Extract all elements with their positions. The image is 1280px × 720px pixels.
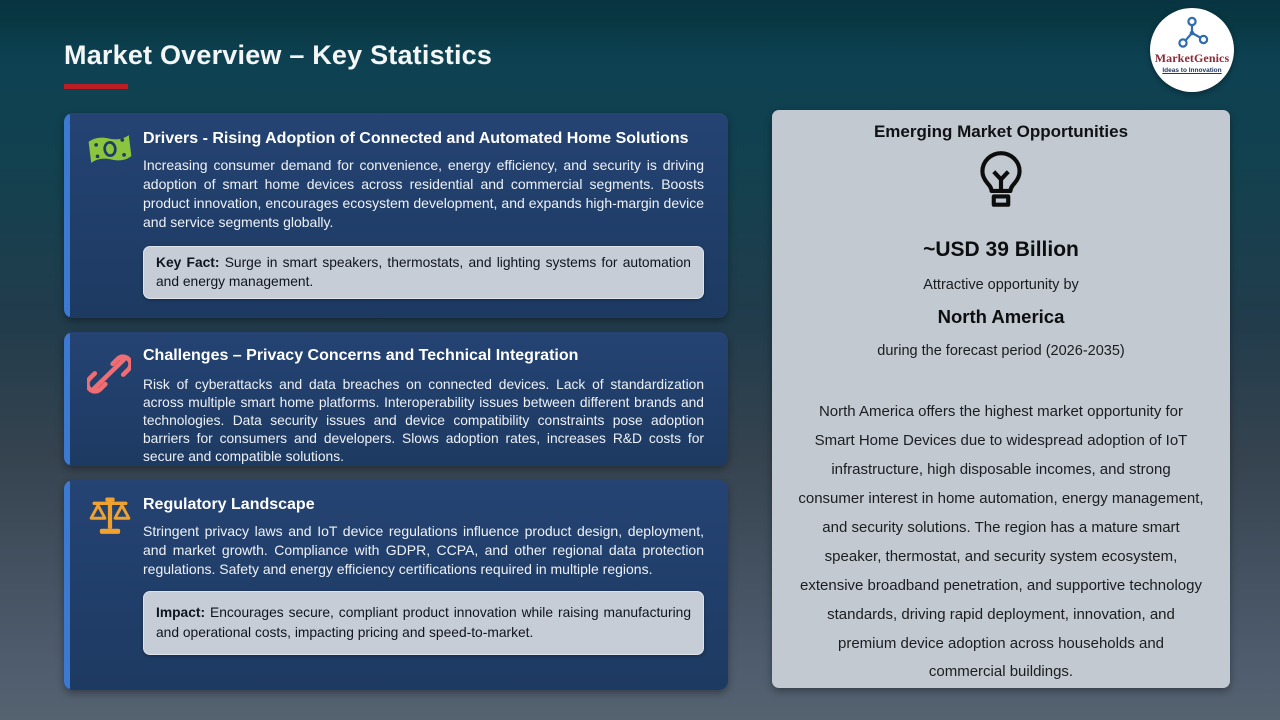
broken-link-icon — [87, 352, 131, 401]
card-regulatory-title: Regulatory Landscape — [143, 496, 315, 513]
balance-scale-icon — [87, 493, 133, 542]
opportunity-value: ~USD 39 Billion — [923, 238, 1079, 261]
panel-title: Emerging Market Opportunities — [873, 122, 1129, 141]
title-underline — [64, 84, 128, 89]
card-drivers — [64, 113, 728, 318]
card-regulatory — [64, 480, 728, 690]
impact-callout — [143, 591, 704, 655]
opportunity-caption: Attractive opportunity by — [923, 277, 1079, 293]
opportunity-description: North America offers the highest market opportunity for Smart Home Devices due to widespread adoption of IoT infrastructure, high disposable incomes, and strong consumer interest in home automation, energy management, and security solutions. The region has a mature smart speaker, thermostat, and security system ecosystem, extensive broadband penetration, and supportive technology standards, driving rapid deployment, innovation, and premium device adoption across households and commercial buildings. — [798, 403, 1204, 681]
key-fact-text: Surge in smart speakers, thermostats, and lighting systems for automation and energy management. — [156, 254, 691, 290]
opportunity-period: during the forecast period (2026-2035) — [877, 343, 1125, 359]
logo-tagline-text: Ideas to Innovation — [1162, 67, 1222, 74]
logo-brand-text: MarketGenics — [1154, 51, 1230, 65]
card-challenges-title: Challenges – Privacy Concerns and Technical Integration — [143, 347, 579, 364]
card-drivers-body: Increasing consumer demand for convenience, energy efficiency, and security is driving adoption of smart home devices across residential and commercial segments. Boosts product innovation, encourages ecosystem development, and expands high-margin device and service segments globally. — [143, 156, 704, 231]
money-bill-icon — [87, 131, 133, 172]
card-regulatory-body: Stringent privacy laws and IoT device regulations influence product design, deployment, and market growth. Compliance with GDPR, CCPA, and other regional data protection regulations. Safety and energy efficiency certifications required in multiple regions. — [143, 522, 704, 578]
lightbulb-icon — [772, 149, 1230, 218]
molecule-icon — [1173, 15, 1211, 49]
page-title: Market Overview – Key Statistics — [64, 40, 493, 70]
card-drivers-title: Drivers - Rising Adoption of Connected and Automated Home Solutions — [143, 130, 689, 147]
key-fact-label: Key Fact: — [156, 254, 220, 270]
key-statistics-cards — [64, 113, 728, 704]
brand-logo — [1150, 8, 1234, 92]
impact-text: Encourages secure, compliant product innovation while raising manufacturing and operational costs, impacting pricing and speed-to-market. — [156, 605, 691, 640]
impact-label: Impact: — [156, 605, 206, 621]
key-fact-callout — [143, 246, 704, 300]
emerging-opportunities-panel — [772, 110, 1230, 688]
opportunity-region: North America — [937, 306, 1065, 327]
card-challenges — [64, 332, 728, 466]
card-challenges-body: Risk of cyberattacks and data breaches on connected devices. Lack of standardization across multiple smart home platforms. Interoperability issues between different brands and technologies. Data security issues and device compatibility constraints pose adoption barriers for consumers and developers. Slows adoption rates, increases R&D costs for secure and compatible solutions. — [143, 376, 704, 464]
